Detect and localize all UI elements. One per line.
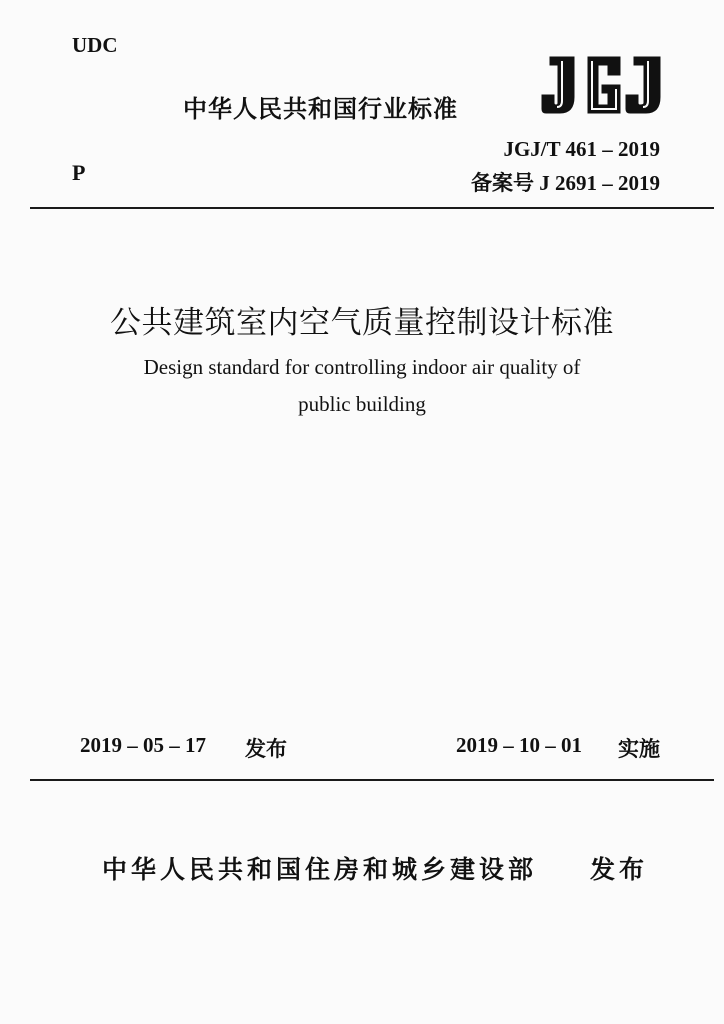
- jgj-logo-icon: [540, 55, 664, 115]
- standard-number: JGJ/T 461 – 2019: [503, 137, 660, 161]
- top-divider: [30, 207, 714, 209]
- implementation-label: 实施: [618, 737, 660, 761]
- title-english-line2: public building: [298, 392, 426, 416]
- issue-label: 发布: [245, 737, 287, 761]
- jgj-logo-letters: [542, 57, 660, 113]
- record-number: 备案号 J 2691 – 2019: [471, 171, 660, 195]
- implementation-date: 2019 – 10 – 01: [456, 733, 582, 757]
- issue-date: 2019 – 05 – 17: [80, 733, 206, 757]
- title-chinese: 公共建筑室内空气质量控制设计标准: [110, 305, 614, 341]
- publisher-action: 发布: [590, 855, 649, 884]
- bottom-divider: [30, 779, 714, 781]
- category-label: P: [72, 160, 86, 185]
- title-english-line1: Design standard for controlling indoor air quality of: [143, 355, 581, 379]
- udc-label: UDC: [72, 33, 118, 57]
- publisher: 中华人民共和国住房和城乡建设部: [102, 855, 538, 884]
- series-title: 中华人民共和国行业标准: [183, 95, 458, 123]
